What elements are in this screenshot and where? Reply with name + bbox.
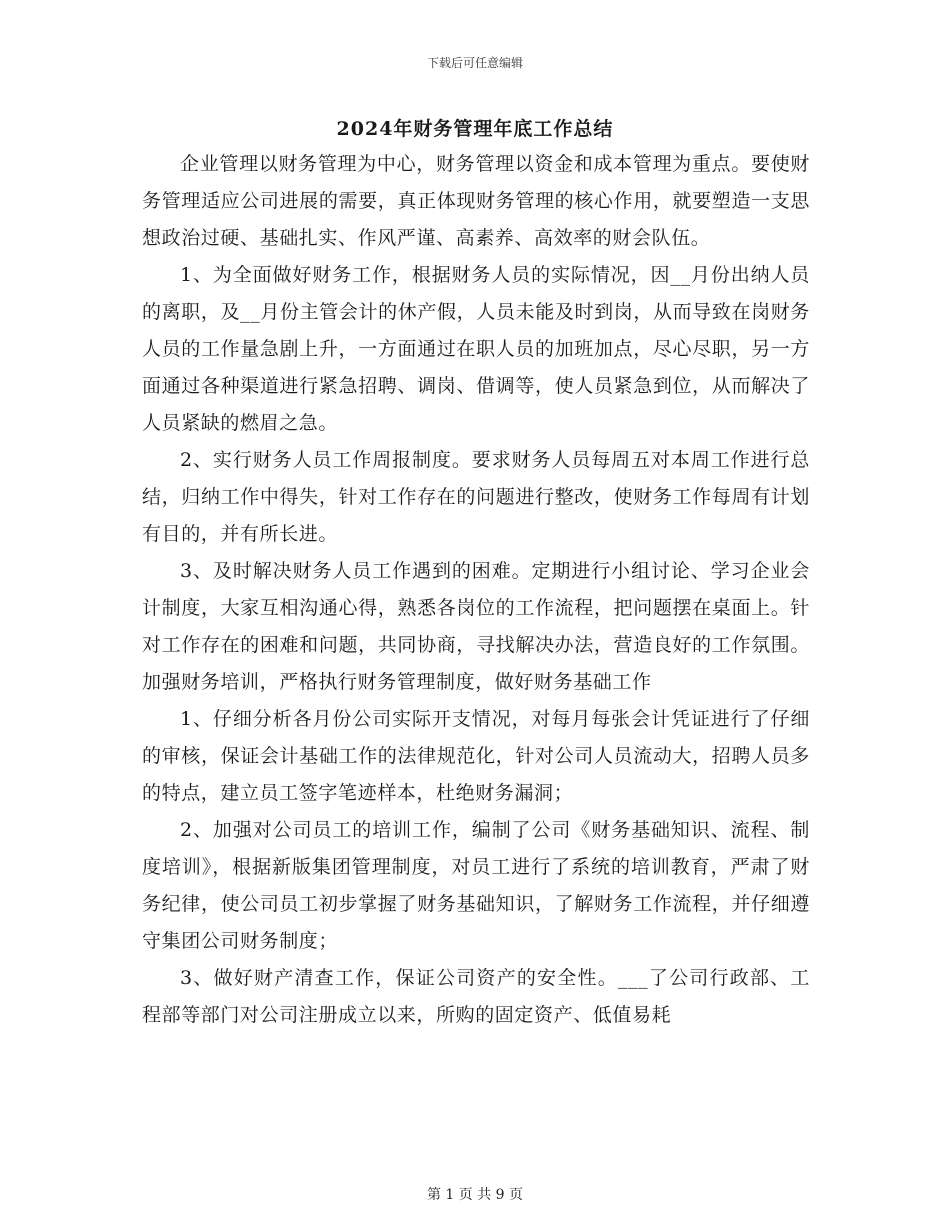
paragraph-subitem-3: 3、做好财产清查工作，保证公司资产的安全性。___了公司行政部、工程部等部门对公司注册成立以来，所购的固定资产、低值易耗	[142, 967, 810, 1026]
paragraph-subitem-1: 1、仔细分析各月份公司实际开支情况，对每月每张会计凭证进行了仔细的审核，保证会计基础工作的法律规范化，针对公司人员流动大，招聘人员多的特点，建立员工签字笔迹样本，杜绝财务漏洞；	[142, 708, 810, 804]
document-body	[142, 146, 810, 1034]
paragraph-subitem-2: 2、加强对公司员工的培训工作，编制了公司《财务基础知识、流程、制度培训》，根据新版集团管理制度，对员工进行了系统的培训教育，严肃了财务纪律，使公司员工初步掌握了财务基础知识，了解财务工作流程，并仔细遵守集团公司财务制度；	[142, 819, 810, 952]
header-note: 下载后可任意编辑	[426, 56, 523, 70]
paragraph-intro: 企业管理以财务管理为中心，财务管理以资金和成本管理为重点。要使财务管理适应公司进展的需要，真正体现财务管理的核心作用，就要塑造一支思想政治过硬、基础扎实、作风严谨、高素养、高效率的财会队伍。	[142, 153, 810, 249]
paragraph-item-2: 2、实行财务人员工作周报制度。要求财务人员每周五对本周工作进行总结，归纳工作中得失，针对工作存在的问题进行整改，使财务工作每周有计划有目的，并有所长进。	[142, 449, 810, 545]
paragraph-item-1: 1、为全面做好财务工作，根据财务人员的实际情况，因__月份出纳人员的离职，及__月份主管会计的休产假，人员未能及时到岗，从而导致在岗财务人员的工作量急剧上升，一方面通过在职人员的加班加点，尽心尽职，另一方面通过各种渠道进行紧急招聘、调岗、借调等，使人员紧急到位，从而解决了人员紧缺的燃眉之急。	[142, 264, 810, 434]
paragraph-item-3: 3、及时解决财务人员工作遇到的困难。定期进行小组讨论、学习企业会计制度，大家互相沟通心得，熟悉各岗位的工作流程，把问题摆在桌面上。针对工作存在的困难和问题，共同协商，寻找解决办法，营造良好的工作氛围。加强财务培训，严格执行财务管理制度，做好财务基础工作	[142, 560, 810, 693]
page-number-footer: 第 1 页 共 9 页	[426, 1187, 524, 1203]
document-title: 2024年财务管理年底工作总结	[336, 118, 614, 140]
